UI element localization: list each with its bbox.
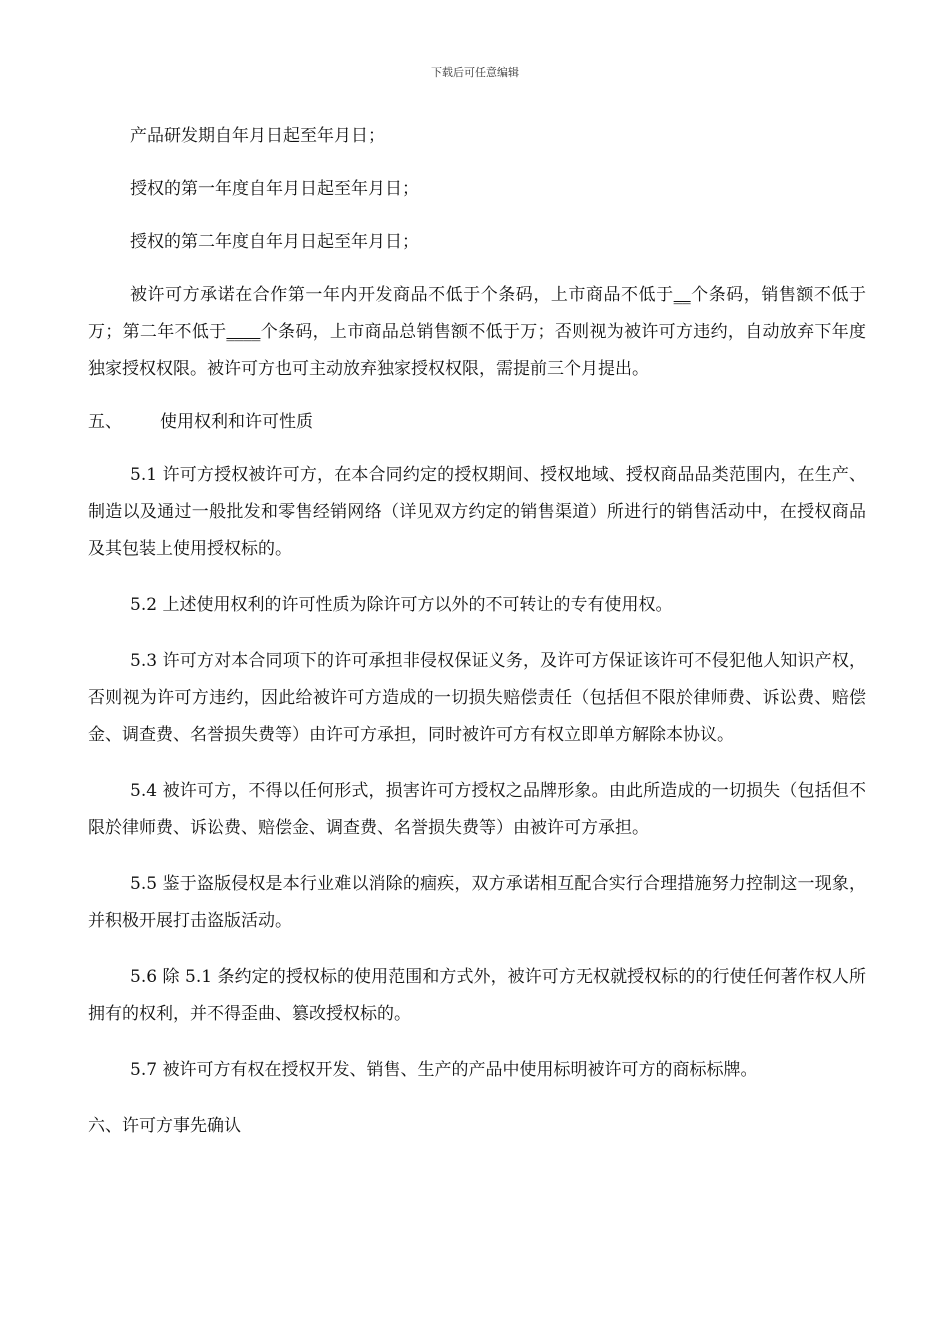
commitment-text-1: 被许可方承诺在合作第一年内开发商品不低于个条码，上市商品不低于 (130, 285, 674, 305)
section-5-title: 使用权利和许可性质 (160, 412, 313, 432)
period-rd: 产品研发期自年月日起至年月日； (130, 126, 385, 146)
blank-field-1: __ (673, 285, 691, 305)
clause-5-7: 5.7 被许可方有权在授权开发、销售、生产的产品中使用标明被许可方的商标标牌。 (130, 1060, 758, 1080)
clause-5-2: 5.2 上述使用权利的许可性质为除许可方以外的不可转让的专有使用权。 (130, 595, 673, 615)
page-header: 下载后可任意编辑 (431, 66, 519, 79)
blank-field-2: ____ (226, 322, 261, 342)
period-year-2: 授权的第二年度自年月日起至年月日； (130, 232, 419, 252)
commitment-paragraph (88, 277, 866, 388)
clause-5-6: 5.6 除 5.1 条约定的授权标的使用范围和方式外，被许可方无权就授权标的的行使任何著作权人所拥有的权利，并不得歪曲、篡改授权标的。 (88, 967, 866, 1024)
commitment-text-3: 个条码，上市商品总销售额不低于万；否则视为被许可方违约，自动放弃下年度独家授权权限。被许可方也可主动放弃独家授权权限，需提前三个月提出。 (88, 322, 867, 379)
section-5-heading (88, 404, 866, 441)
clause-5-1: 5.1 许可方授权被许可方，在本合同约定的授权期间、授权地域、授权商品品类范围内，在生产、制造以及通过一般批发和零售经销网络（详见双方约定的销售渠道）所进行的销售活动中，在授权商品及其包装上使用授权标的。 (88, 465, 866, 559)
clause-5-3: 5.3 许可方对本合同项下的许可承担非侵权保证义务，及许可方保证该许可不侵犯他人知识产权，否则视为许可方违约，因此给被许可方造成的一切损失赔偿责任（包括但不限於律师费、诉讼费、赔偿金、调查费、名誉损失费等）由许可方承担，同时被许可方有权立即单方解除本协议。 (88, 651, 866, 745)
document-body (88, 118, 866, 1145)
section-5-number: 五、 (88, 412, 122, 432)
clause-5-5: 5.5 鉴于盗版侵权是本行业难以消除的痼疾，双方承诺相互配合实行合理措施努力控制这一现象，并积极开展打击盗版活动。 (88, 874, 866, 931)
commitment-text-2: 个条码，销售额不低于万；第二年不低于 (88, 285, 867, 342)
section-6-heading: 六、许可方事先确认 (88, 1116, 241, 1136)
period-year-1: 授权的第一年度自年月日起至年月日； (130, 179, 419, 199)
clause-5-4: 5.4 被许可方，不得以任何形式，损害许可方授权之品牌形象。由此所造成的一切损失（包括但不限於律师费、诉讼费、赔偿金、调查费、名誉损失费等）由被许可方承担。 (88, 781, 866, 838)
